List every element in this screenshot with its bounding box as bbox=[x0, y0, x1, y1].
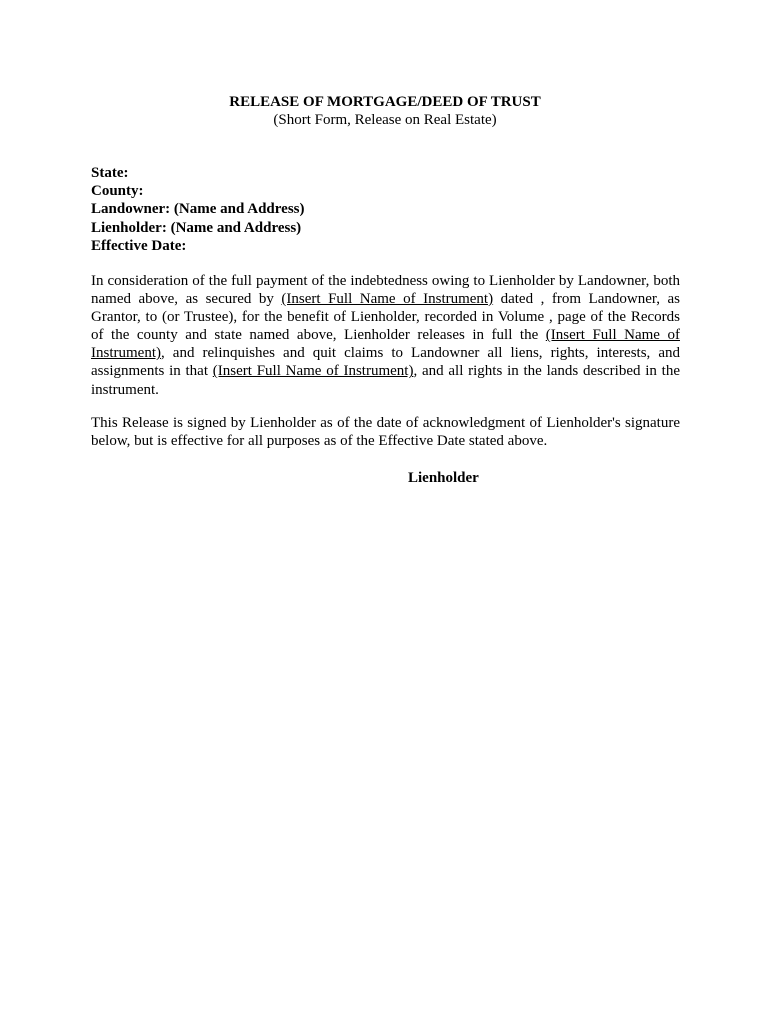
field-state: State: bbox=[91, 165, 129, 181]
field-lienholder: Lienholder: (Name and Address) bbox=[91, 219, 302, 236]
document-title: RELEASE OF MORTGAGE/DEED OF TRUST bbox=[229, 94, 541, 110]
field-effective-date: Effective Date: bbox=[91, 237, 187, 254]
effective-paragraph bbox=[91, 414, 680, 450]
signature-label: Lienholder bbox=[408, 470, 479, 486]
instrument-name-placeholder: (Insert Full Name of Instrument) bbox=[212, 363, 414, 380]
paragraph-text: This Release is signed by Lienholder as of the date of acknowledgment of Lienholder's signature below, but is effective for all purposes as of the Effective Date stated above. bbox=[91, 415, 680, 450]
consideration-paragraph bbox=[91, 272, 680, 399]
field-county: County: bbox=[91, 183, 144, 200]
paragraph-text: In consideration of the full payment of the indebtedness owing to Lienholder by Landowner, both named above, as secured by bbox=[91, 273, 680, 308]
paragraph-text: , page bbox=[548, 309, 591, 326]
paragraph-text: , from Landowner, as Grantor, to bbox=[91, 291, 681, 326]
instrument-name-placeholder: (Insert Full Name of Instrument) bbox=[281, 291, 494, 308]
paragraph-text: Records of the county and state named above, Lienholder releases in full the bbox=[91, 309, 680, 344]
paragraph-text: of the bbox=[590, 309, 631, 326]
paragraph-text: , and all rights in the lands described in the instrument. bbox=[91, 363, 680, 398]
field-landowner: Landowner: (Name and Address) bbox=[91, 201, 305, 218]
instrument-name-placeholder: (Insert Full Name of Instrument) bbox=[91, 327, 680, 362]
document-subtitle: (Short Form, Release on Real Estate) bbox=[273, 112, 497, 128]
paragraph-text: (or bbox=[161, 309, 184, 326]
paragraph-text: , and relinquishes and quit claims to Landowner all liens, rights, interests, and assignments in that bbox=[91, 345, 680, 380]
header-fields bbox=[91, 164, 681, 255]
paragraph-text: Trustee), for the benefit of Lienholder, recorded in Volume bbox=[183, 309, 549, 326]
paragraph-text: dated bbox=[493, 291, 541, 308]
